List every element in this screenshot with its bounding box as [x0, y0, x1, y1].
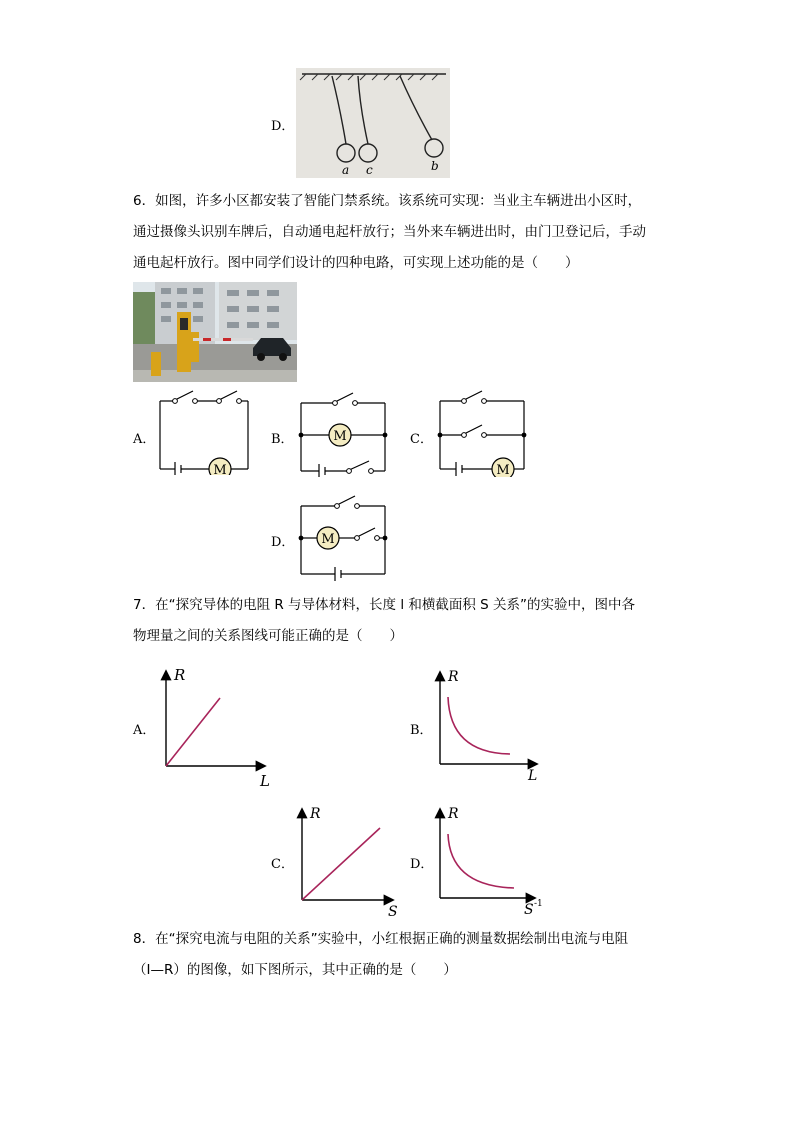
q7-option-c-label: C． [271, 857, 294, 872]
q7-text-line2: 物理量之间的关系图线可能正确的是（ ） [133, 628, 403, 644]
pendulum-label-a: a [342, 163, 350, 177]
motor-label-a: M [213, 463, 227, 475]
q7-c-xlabel: S [388, 904, 398, 920]
q7-option-b-label: B． [410, 723, 433, 738]
q6-option-a-label: A． [133, 432, 156, 447]
q6-text-line1: 6．如图，许多小区都安装了智能门禁系统。该系统可实现：当业主车辆进出小区时， [133, 193, 642, 209]
q7-graph-c [288, 800, 408, 922]
q7-graph-d [424, 800, 554, 922]
q6-text-line2: 通过摄像头识别车牌后，自动通电起杆放行；当外来车辆进出时，由门卫登记后，手动 [133, 224, 646, 240]
motor-label-d: M [321, 532, 335, 547]
q7-d-ylabel: R [448, 806, 459, 822]
q7-b-ylabel: R [448, 669, 459, 685]
q6-circuit-c [434, 385, 534, 477]
q7-a-xlabel: L [260, 772, 270, 790]
pendulum-label-c: c [366, 163, 373, 177]
pendulum-label-b: b [431, 159, 439, 173]
q6-option-d-label: D． [271, 535, 295, 550]
q6-text-line3: 通电起杆放行。图中同学们设计的四种电路，可实现上述功能的是（ ） [133, 255, 579, 271]
q7-c-ylabel: R [310, 806, 321, 822]
q7-graph-b [424, 665, 554, 790]
q6-option-b-label: B． [271, 432, 294, 447]
q7-option-d-label: D． [410, 857, 434, 872]
q7-option-a-label: A． [133, 723, 156, 738]
q7-b-xlabel: L [528, 768, 538, 784]
motor-label-b: M [333, 429, 347, 444]
motor-label-c: M [496, 463, 510, 477]
q6-circuit-d [295, 490, 395, 582]
q6-gate-photo [133, 282, 297, 382]
q6-option-c-label: C． [410, 432, 433, 447]
q7-d-xlabel-sup: -1 [534, 899, 543, 909]
q6-circuit-b [295, 385, 395, 477]
q8-text-line2: （I—R）的图像，如下图所示，其中正确的是（ ） [133, 962, 457, 978]
q5-pendulum-figure [296, 68, 450, 178]
q6-circuit-a [155, 385, 255, 475]
q8-text-line1: 8．在“探究电流与电阻的关系”实验中，小红根据正确的测量数据绘制出电流与电阻 [133, 931, 629, 947]
q7-d-xlabel: S [524, 902, 534, 918]
q7-graph-a [150, 660, 280, 790]
q5-option-d-label: D． [271, 119, 295, 134]
q7-text-line1: 7．在“探究导体的电阻 R 与导体材料，长度 l 和横截面积 S 关系”的实验中，图中各 [133, 597, 636, 613]
q7-a-ylabel: R [174, 666, 186, 684]
